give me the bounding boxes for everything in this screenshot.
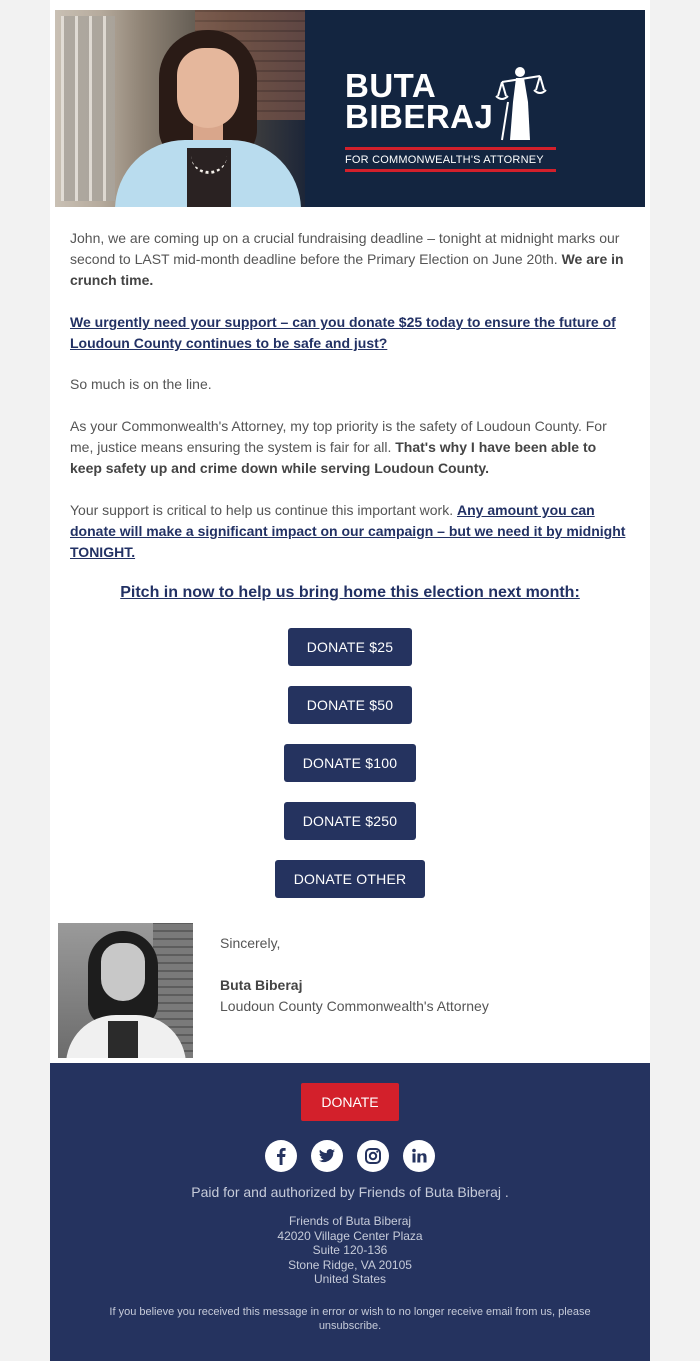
donate-50-button[interactable]: DONATE $50 [288, 686, 412, 724]
paragraph-deadline: John, we are coming up on a crucial fundraising deadline – tonight at midnight marks our second to LAST mid-month deadline before the Primary Election on June 20th. We are in crunch time. [70, 230, 624, 288]
logo-last-name: BIBERAJ [345, 98, 494, 135]
donate-100-button[interactable]: DONATE $100 [284, 744, 416, 782]
paragraph-support: Your support is critical to help us continue this important work. Any amount you can donate will make a significant impact on our campaign – but we need it by midnight TONIGHT. [70, 502, 626, 560]
unsubscribe-text[interactable]: If you believe you received this message in error or wish to no longer receive email from us, please unsubscribe. [109, 1306, 591, 1332]
paragraph-priority: As your Commonwealth's Attorney, my top priority is the safety of Loudoun County. For me, justice means ensuring the system is fair for all. That's why I have been able to keep safety up and crime down while serving Loudoun County. [70, 418, 607, 476]
safety-text: That's why I have been able to keep safety up and crime down while serving Loudoun County. [70, 439, 597, 476]
paragraph-urgent-ask [70, 312, 630, 354]
email-body [50, 0, 650, 1361]
lady-justice-icon [488, 62, 548, 142]
any-amount-link[interactable]: Any amount you can donate will make a significant impact on our campaign – but we need it by midnight TONIGHT. [70, 502, 626, 560]
mailing-address: Friends of Buta Biberaj 42020 Village Center Plaza Suite 120-136 Stone Ridge, VA 20105 United States [277, 1214, 423, 1286]
donate-250-button[interactable]: DONATE $250 [284, 802, 416, 840]
donate-25-button[interactable]: DONATE $25 [288, 628, 412, 666]
facebook-icon[interactable] [265, 1140, 297, 1172]
campaign-logo [345, 67, 565, 180]
signature-name: Buta Biberaj [220, 977, 303, 993]
signature-closing: Sincerely, [220, 935, 281, 951]
donate-other-button[interactable]: DONATE OTHER [275, 860, 425, 898]
pitch-link[interactable]: Pitch in now to help us bring home this election next month: [120, 584, 580, 601]
header-banner [55, 10, 645, 207]
footer [50, 1063, 650, 1361]
paragraph-on-the-line: So much is on the line. [70, 376, 212, 392]
crunch-time-text: We are in crunch time. [70, 251, 624, 288]
logo-subtitle: FOR COMMONWEALTH'S ATTORNEY [345, 154, 544, 166]
donate-25-link[interactable]: We urgently need your support – can you donate $25 today to ensure the future of Loudoun County continues to be safe and just? [70, 314, 616, 351]
logo-first-name: BUTA [345, 67, 437, 104]
signature-title: Loudoun County Commonwealth's Attorney [220, 998, 489, 1014]
header-photo [55, 10, 305, 207]
signature-photo [58, 923, 193, 1058]
paid-for-text: Paid for and authorized by Friends of Buta Biberaj . [191, 1184, 509, 1200]
footer-donate-button[interactable]: DONATE [301, 1083, 399, 1121]
linkedin-icon[interactable] [403, 1140, 435, 1172]
twitter-icon[interactable] [311, 1140, 343, 1172]
instagram-icon[interactable] [357, 1140, 389, 1172]
